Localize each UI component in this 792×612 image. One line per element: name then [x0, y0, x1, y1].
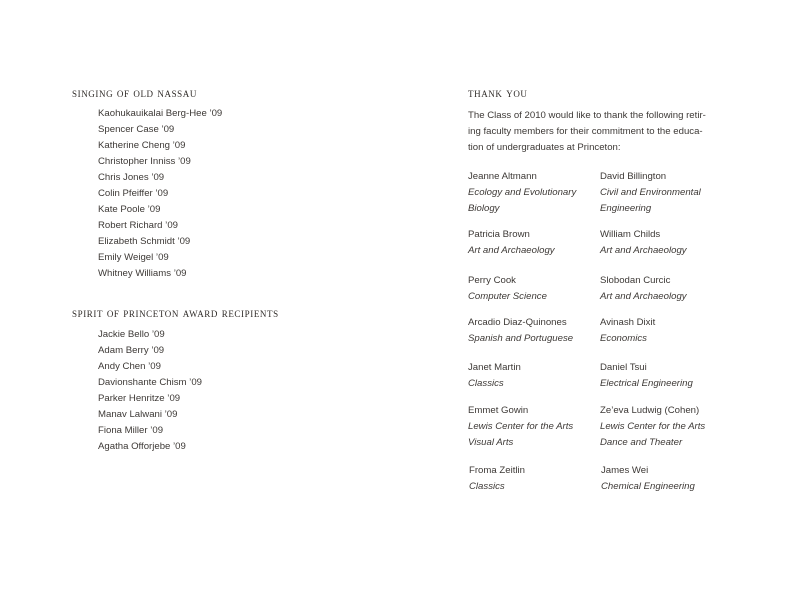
list-item: Kaohukauikalai Berg-Hee ’09 [98, 108, 223, 119]
faculty-entry [600, 227, 687, 259]
faculty-entry [468, 227, 555, 259]
faculty-name: Patricia Brown [468, 229, 530, 240]
list-item: Manav Lalwani ’09 [98, 409, 178, 420]
faculty-dept: Civil and Environmental [600, 187, 701, 198]
spirit-list [98, 327, 202, 455]
faculty-name: Ze’eva Ludwig (Cohen) [600, 405, 700, 416]
faculty-entry [600, 273, 687, 305]
faculty-name: Perry Cook [468, 275, 516, 286]
faculty-entry [468, 315, 573, 347]
spirit-heading: spirit of princeton award recipients [72, 306, 279, 320]
faculty-name: Janet Martin [468, 362, 521, 373]
faculty-entry [600, 315, 655, 347]
list-item: Katherine Cheng ’09 [98, 140, 186, 151]
faculty-entry [600, 360, 693, 392]
list-item: Colin Pfeiffer ’09 [98, 188, 169, 199]
list-item: Jackie Bello ’09 [98, 329, 165, 340]
thank-you-intro [468, 108, 730, 156]
thank-you-heading: thank you [468, 86, 528, 100]
faculty-name: David Billington [600, 171, 667, 182]
faculty-name: James Wei [601, 465, 649, 476]
faculty-dept: Dance and Theater [600, 437, 683, 448]
faculty-dept: Economics [600, 333, 647, 344]
faculty-dept: Art and Archaeology [600, 291, 687, 302]
faculty-dept: Electrical Engineering [600, 378, 693, 389]
list-item: Whitney Williams ’09 [98, 268, 187, 279]
faculty-name: Emmet Gowin [468, 405, 529, 416]
faculty-entry [600, 403, 705, 451]
faculty-dept: Computer Science [468, 291, 547, 302]
faculty-name: William Childs [600, 229, 661, 240]
list-item: Adam Berry ’09 [98, 345, 165, 356]
faculty-entry [469, 463, 525, 495]
list-item: Elizabeth Schmidt ’09 [98, 236, 191, 247]
faculty-dept: Art and Archaeology [468, 245, 555, 256]
faculty-dept: Biology [468, 203, 500, 214]
faculty-dept: Engineering [600, 203, 652, 214]
faculty-entry [468, 360, 521, 392]
faculty-name: Daniel Tsui [600, 362, 647, 373]
intro-line: ing faculty members for their commitment to the educa- [468, 126, 703, 137]
list-item: Christopher Inniss ’09 [98, 156, 191, 167]
list-item: Chris Jones ’09 [98, 172, 165, 183]
faculty-entry [601, 463, 695, 495]
list-item: Robert Richard ’09 [98, 220, 178, 231]
list-item: Andy Chen ’09 [98, 361, 161, 372]
faculty-dept: Art and Archaeology [600, 245, 687, 256]
intro-line: The Class of 2010 would like to thank the following retir- [468, 110, 706, 121]
faculty-entry [468, 169, 576, 217]
faculty-dept: Chemical Engineering [601, 481, 695, 492]
faculty-name: Froma Zeitlin [469, 465, 525, 476]
faculty-dept: Visual Arts [468, 437, 514, 448]
list-item: Kate Poole ’09 [98, 204, 161, 215]
faculty-name: Slobodan Curcic [600, 275, 671, 286]
intro-line: tion of undergraduates at Princeton: [468, 142, 621, 153]
list-item: Parker Henritze ’09 [98, 393, 181, 404]
singing-heading: singing of old nassau [72, 86, 197, 100]
list-item: Davionshante Chism ’09 [98, 377, 202, 388]
faculty-entry [600, 169, 701, 217]
faculty-name: Jeanne Altmann [468, 171, 537, 182]
faculty-dept: Ecology and Evolutionary [468, 187, 577, 198]
faculty-dept: Lewis Center for the Arts [468, 421, 574, 432]
list-item: Agatha Offorjebe ’09 [98, 441, 186, 452]
faculty-name: Arcadio Diaz-Quinones [468, 317, 567, 328]
singing-list [98, 106, 222, 282]
faculty-dept: Spanish and Portuguese [468, 333, 574, 344]
list-item: Spencer Case ’09 [98, 124, 175, 135]
faculty-dept: Classics [469, 481, 505, 492]
faculty-entry [468, 403, 573, 451]
list-item: Emily Weigel ’09 [98, 252, 169, 263]
faculty-dept: Classics [468, 378, 504, 389]
faculty-dept: Lewis Center for the Arts [600, 421, 706, 432]
faculty-name: Avinash Dixit [600, 317, 656, 328]
list-item: Fiona Miller ’09 [98, 425, 164, 436]
faculty-entry [468, 273, 547, 305]
